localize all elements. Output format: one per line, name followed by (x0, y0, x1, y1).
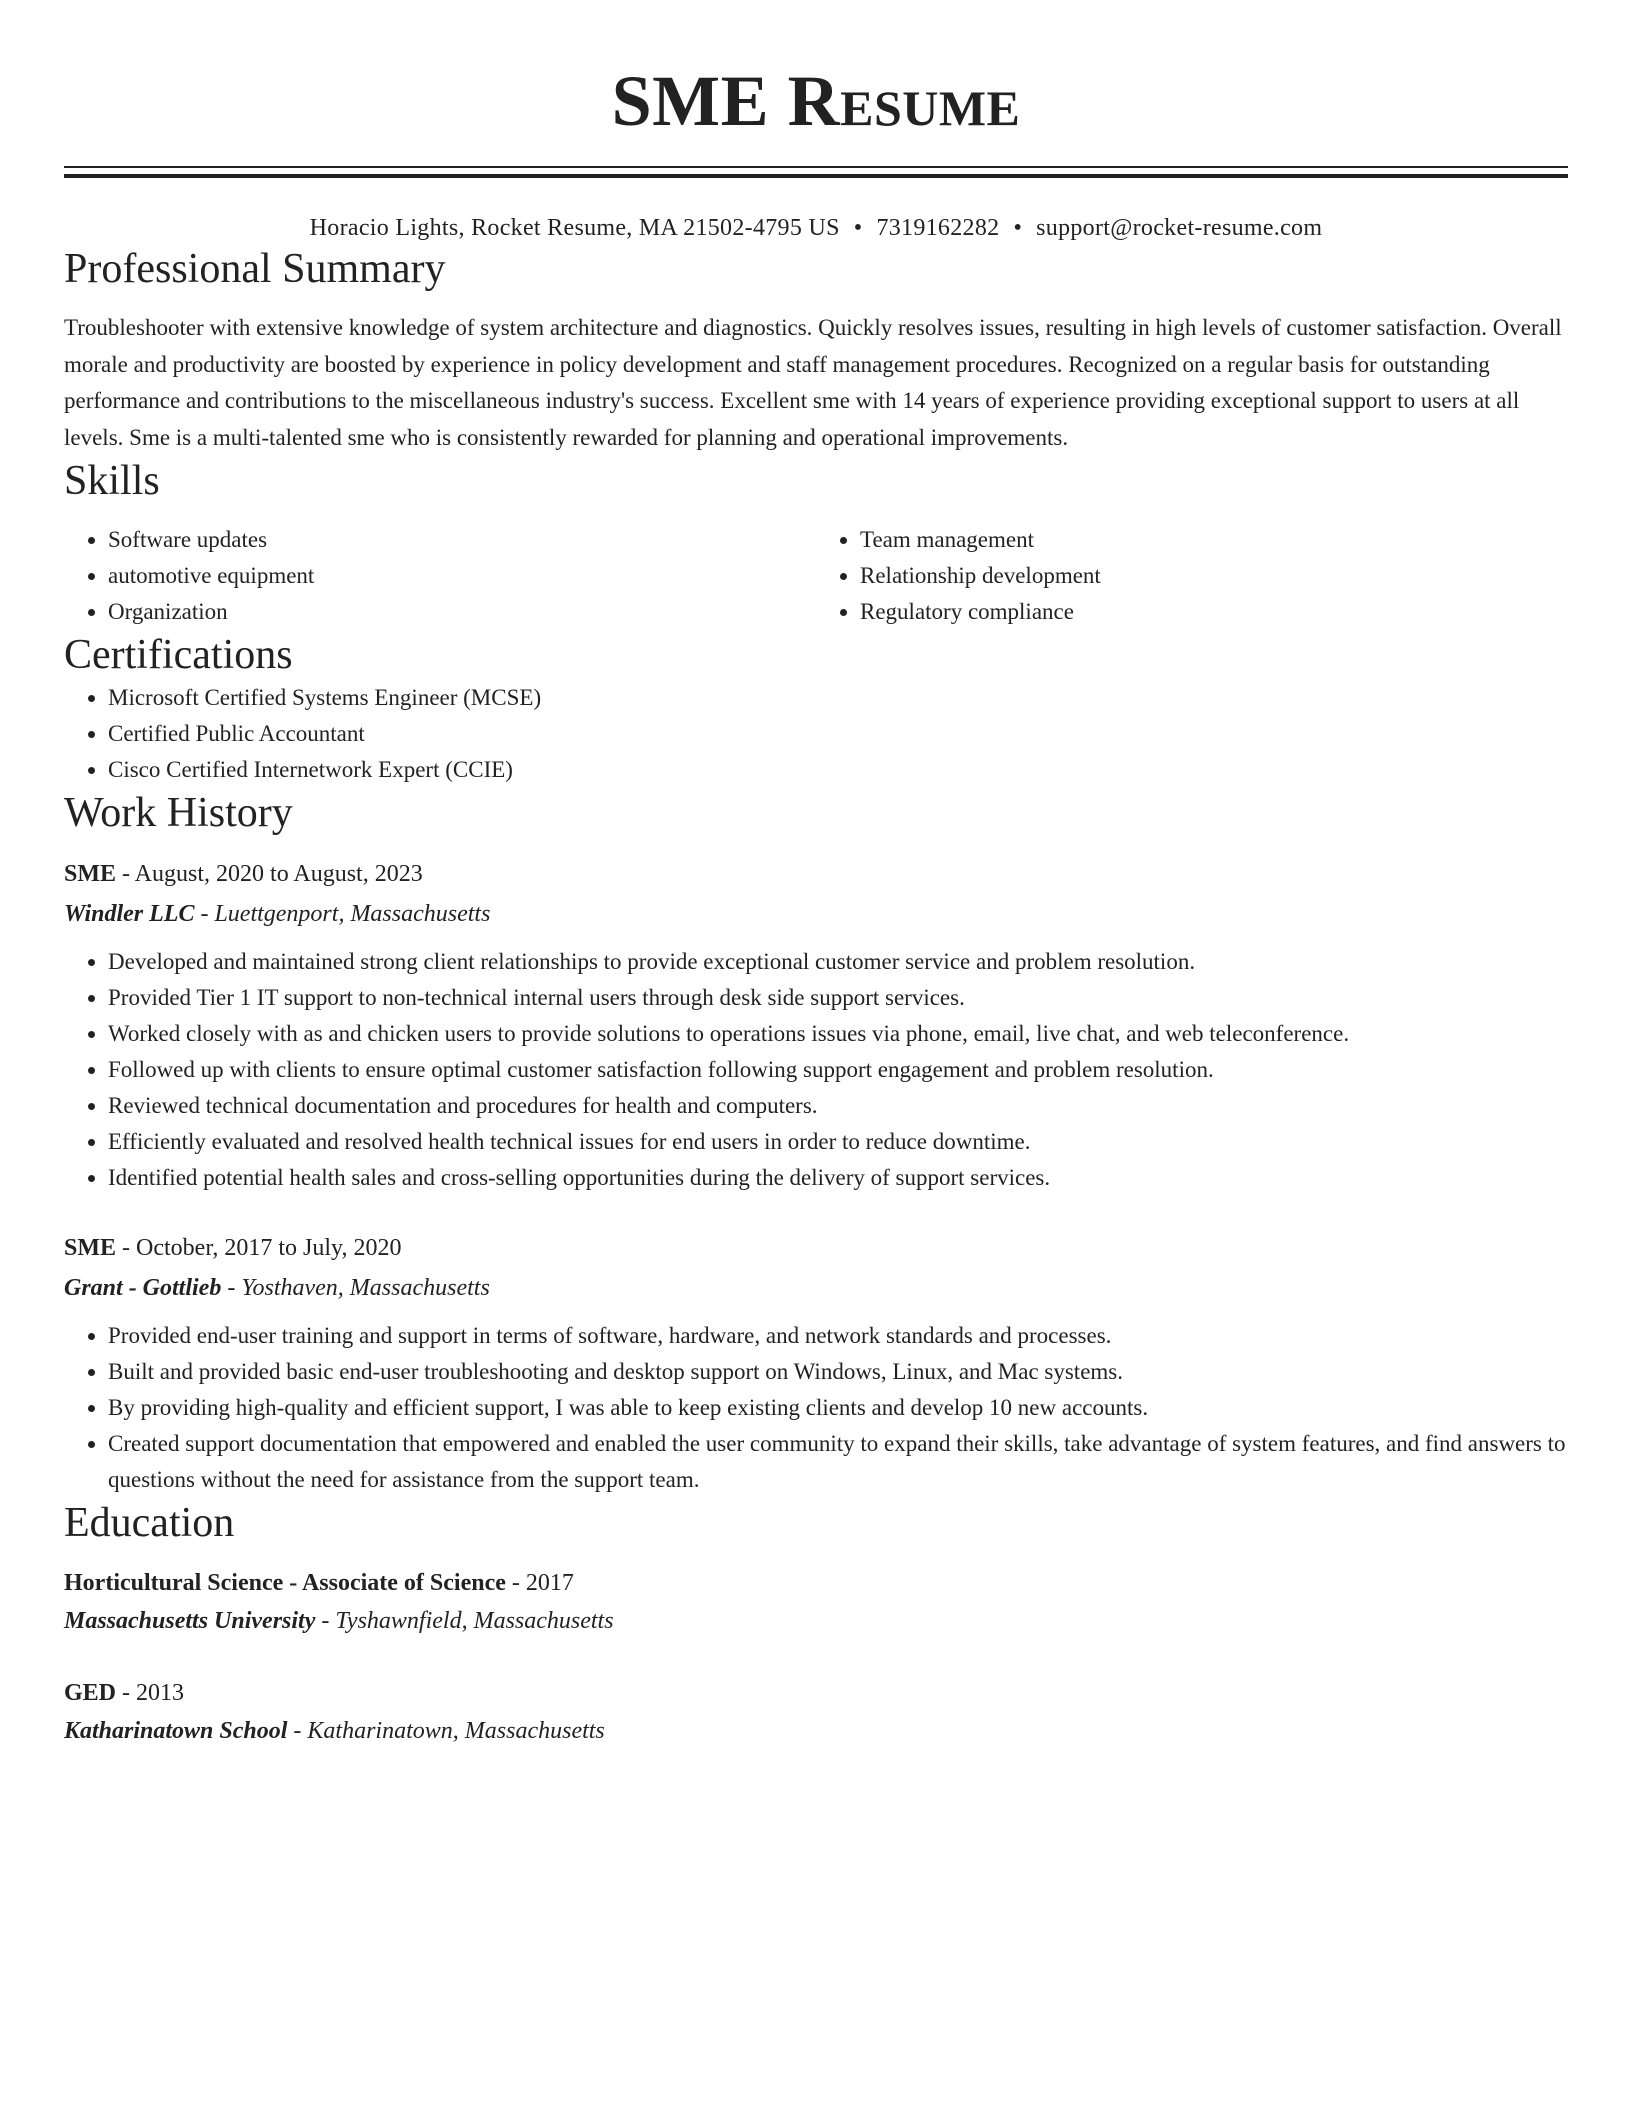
education-entry (64, 1564, 1568, 1640)
job-title-line (64, 1228, 1568, 1268)
resume-title: SME Resume (611, 61, 1021, 141)
education-heading: Education (64, 1500, 235, 1546)
job-duty: • Efficiently evaluated and resolved health technical issues for end users in order to reduce downtime. (108, 1124, 1568, 1160)
job-location: - Yosthaven, Massachusetts (227, 1275, 490, 1301)
job-duty: • By providing high-quality and efficient support, I was able to keep existing clients and develop 10 new accounts. (108, 1390, 1568, 1426)
education-year: - 2013 (122, 1680, 185, 1706)
skills-column-left (64, 522, 816, 630)
contact-email: support@rocket-resume.com (1036, 215, 1323, 241)
certification-item: • Microsoft Certified Systems Engineer (MCSE) (108, 680, 1568, 716)
education-degree-line (64, 1674, 1568, 1712)
job-duty: • Built and provided basic end-user troubleshooting and desktop support on Windows, Linux, and Mac systems. (108, 1354, 1568, 1390)
job-location: - Luettgenport, Massachusetts (200, 901, 491, 927)
job-title: SME (64, 1235, 117, 1261)
job-entry (64, 1228, 1568, 1498)
contact-address: Horacio Lights, Rocket Resume, MA 21502-4795 US (309, 215, 840, 241)
job-duty: • Provided Tier 1 IT support to non-technical internal users through desk side support services. (108, 980, 1568, 1016)
skill-item: • Software updates (108, 522, 816, 558)
job-company-line (64, 894, 1568, 934)
certifications-heading: Certifications (64, 632, 293, 678)
certification-item: • Cisco Certified Internetwork Expert (CCIE) (108, 752, 1568, 788)
job-dates: - October, 2017 to July, 2020 (122, 1235, 402, 1261)
education-degree: Horticultural Science - Associate of Science (64, 1570, 506, 1596)
job-duty: • Identified potential health sales and cross-selling opportunities during the delivery of support services. (108, 1160, 1568, 1196)
job-duty: • Provided end-user training and support in terms of software, hardware, and network standards and processes. (108, 1318, 1568, 1354)
skill-item: • Organization (108, 594, 816, 630)
education-school-line (64, 1602, 1568, 1640)
skill-item: • Team management (860, 522, 1568, 558)
education-school-line (64, 1712, 1568, 1750)
job-dates: - August, 2020 to August, 2023 (122, 861, 423, 887)
contact-line (64, 212, 1568, 244)
education-school: Katharinatown School (64, 1718, 288, 1744)
job-title: SME (64, 861, 117, 887)
education-degree-line (64, 1564, 1568, 1602)
education-location: - Tyshawnfield, Massachusetts (321, 1608, 614, 1634)
skills-list (64, 522, 1568, 630)
skills-heading: Skills (64, 458, 160, 504)
title-divider (64, 166, 1568, 178)
job-duty: • Worked closely with as and chicken users to provide solutions to operations issues via phone, email, live chat, and web teleconference. (108, 1016, 1568, 1052)
education-location: - Katharinatown, Massachusetts (293, 1718, 605, 1744)
education-school: Massachusetts University (64, 1608, 316, 1634)
job-duties-list (64, 1318, 1568, 1498)
contact-separator: • (1013, 215, 1023, 241)
certifications-list (64, 680, 1568, 788)
job-duty: • Followed up with clients to ensure optimal customer satisfaction following support engagement and problem resolution. (108, 1052, 1568, 1088)
job-duty: • Developed and maintained strong client relationships to provide exceptional customer service and problem resolution. (108, 944, 1568, 980)
summary-text: Troubleshooter with extensive knowledge of system architecture and diagnostics. Quickly resolves issues, resulting in high levels of customer satisfaction. Overall morale and productivity are boosted by experience in policy development and staff management procedures. Recognized on a regular basis for outstanding performance and contributions to the miscellaneous industry's success. Excellent sme with 14 years of experience providing exceptional support to users at all levels. Sme is a multi-talented sme who is consistently rewarded for planning and operational improvements. (64, 315, 1562, 450)
job-duty: • Created support documentation that empowered and enabled the user community to expand their skills, take advantage of system features, and find answers to questions without the need for assistance from the support team. (108, 1426, 1568, 1498)
summary-heading: Professional Summary (64, 246, 446, 292)
skill-item: • automotive equipment (108, 558, 816, 594)
skill-item: • Regulatory compliance (860, 594, 1568, 630)
job-title-line (64, 854, 1568, 894)
job-company-line (64, 1268, 1568, 1308)
skills-column-right (816, 522, 1568, 630)
contact-phone: 7319162282 (876, 215, 1000, 241)
job-duty: • Reviewed technical documentation and procedures for health and computers. (108, 1088, 1568, 1124)
job-company: Grant - Gottlieb (64, 1275, 222, 1301)
work-history-heading: Work History (64, 790, 293, 836)
certification-item: • Certified Public Accountant (108, 716, 1568, 752)
education-year: - 2017 (511, 1570, 574, 1596)
job-company: Windler LLC (64, 901, 195, 927)
education-degree: GED (64, 1680, 117, 1706)
skill-item: • Relationship development (860, 558, 1568, 594)
contact-separator: • (853, 215, 863, 241)
job-duties-list (64, 944, 1568, 1196)
job-entry (64, 854, 1568, 1196)
education-entry (64, 1674, 1568, 1750)
